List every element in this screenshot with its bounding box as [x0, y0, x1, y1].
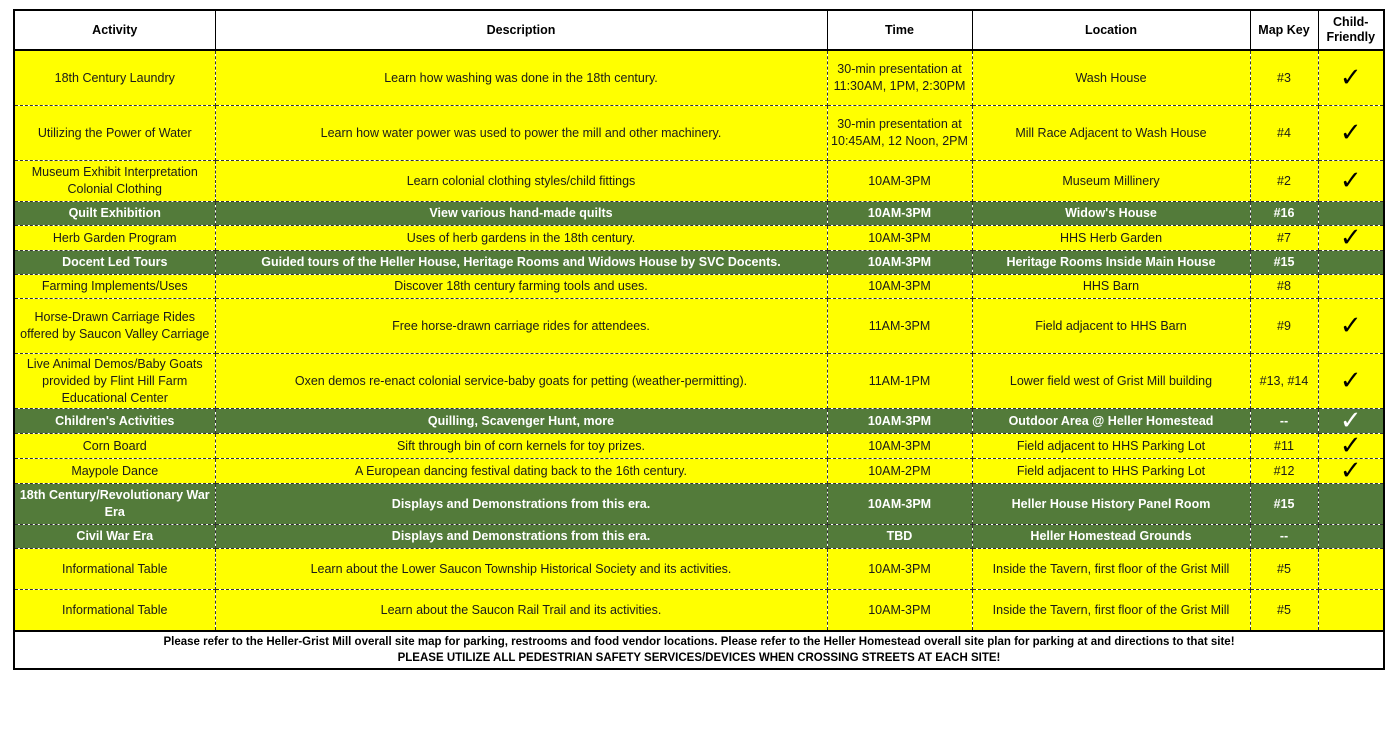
location-cell: Widow's House [972, 202, 1250, 226]
time-cell: 11AM-3PM [827, 299, 972, 354]
table-row [14, 161, 1384, 202]
table-row [14, 484, 1384, 525]
description-cell: Free horse-drawn carriage rides for attendees. [215, 299, 827, 354]
child-friendly-cell [1318, 251, 1384, 275]
table-row [14, 459, 1384, 484]
checkmark-icon: ✓ [1339, 166, 1362, 196]
time-cell: 10AM-3PM [827, 226, 972, 251]
table-row [14, 251, 1384, 275]
map-key-cell: #9 [1250, 299, 1318, 354]
description-cell: Learn about the Saucon Rail Trail and its activities. [215, 590, 827, 632]
map-key-cell: #3 [1250, 50, 1318, 106]
description-cell: View various hand-made quilts [215, 202, 827, 226]
header-map-key: Map Key [1250, 10, 1318, 50]
time-cell: 10AM-2PM [827, 459, 972, 484]
description-cell: Learn how washing was done in the 18th century. [215, 50, 827, 106]
map-key-cell: #11 [1250, 434, 1318, 459]
child-friendly-cell [1318, 161, 1384, 202]
time-cell: 10AM-3PM [827, 484, 972, 525]
checkmark-icon: ✓ [1339, 63, 1362, 93]
child-friendly-cell [1318, 459, 1384, 484]
description-cell: Learn how water power was used to power the mill and other machinery. [215, 106, 827, 161]
description-cell: Discover 18th century farming tools and uses. [215, 275, 827, 299]
time-cell: 10AM-3PM [827, 251, 972, 275]
location-cell: Outdoor Area @ Heller Homestead [972, 409, 1250, 434]
description-cell: Displays and Demonstrations from this era. [215, 484, 827, 525]
footer-note [14, 631, 1384, 669]
table-row [14, 50, 1384, 106]
description-cell: Sift through bin of corn kernels for toy prizes. [215, 434, 827, 459]
checkmark-icon: ✓ [1339, 118, 1362, 148]
header-child-friendly: Child- Friendly [1318, 10, 1384, 50]
location-cell: Museum Millinery [972, 161, 1250, 202]
map-key-cell: #5 [1250, 590, 1318, 632]
location-cell: Field adjacent to HHS Parking Lot [972, 434, 1250, 459]
table-row [14, 525, 1384, 549]
child-friendly-cell [1318, 275, 1384, 299]
activity-cell: Informational Table [14, 549, 215, 590]
checkmark-icon: ✓ [1339, 366, 1362, 396]
child-friendly-cell [1318, 106, 1384, 161]
child-friendly-cell [1318, 202, 1384, 226]
description-cell: Displays and Demonstrations from this era. [215, 525, 827, 549]
time-cell: 11AM-1PM [827, 354, 972, 409]
map-key-cell: #12 [1250, 459, 1318, 484]
map-key-cell: #5 [1250, 549, 1318, 590]
map-key-cell: #2 [1250, 161, 1318, 202]
footer-line-1: Please refer to the Heller-Grist Mill overall site map for parking, restrooms and food vendor locations. Please refer to the Heller Homestead overall site plan for parking at and directions to that site! [163, 636, 1235, 648]
map-key-cell: -- [1250, 525, 1318, 549]
activity-cell: Children's Activities [14, 409, 215, 434]
table-row [14, 275, 1384, 299]
schedule-container [13, 9, 1383, 670]
time-cell: 10AM-3PM [827, 275, 972, 299]
table-row [14, 549, 1384, 590]
header-description: Description [215, 10, 827, 50]
child-friendly-cell [1318, 409, 1384, 434]
checkmark-icon: ✓ [1339, 433, 1362, 459]
time-cell: 10AM-3PM [827, 549, 972, 590]
activity-cell: Docent Led Tours [14, 251, 215, 275]
activity-cell: Herb Garden Program [14, 226, 215, 251]
activity-cell: Utilizing the Power of Water [14, 106, 215, 161]
location-cell: Inside the Tavern, first floor of the Grist Mill [972, 549, 1250, 590]
activity-cell: Corn Board [14, 434, 215, 459]
activity-cell: Civil War Era [14, 525, 215, 549]
table-row [14, 590, 1384, 632]
location-cell: Heller Homestead Grounds [972, 525, 1250, 549]
child-friendly-cell [1318, 549, 1384, 590]
header-time: Time [827, 10, 972, 50]
activity-cell: Informational Table [14, 590, 215, 632]
location-cell: Heritage Rooms Inside Main House [972, 251, 1250, 275]
location-cell: Inside the Tavern, first floor of the Grist Mill [972, 590, 1250, 632]
table-row [14, 106, 1384, 161]
activity-cell: Quilt Exhibition [14, 202, 215, 226]
table-row [14, 354, 1384, 409]
location-cell: Heller House History Panel Room [972, 484, 1250, 525]
time-cell: 10AM-3PM [827, 161, 972, 202]
header-activity: Activity [14, 10, 215, 50]
footer-line-2: PLEASE UTILIZE ALL PEDESTRIAN SAFETY SERVICES/DEVICES WHEN CROSSING STREETS AT EACH SITE! [397, 652, 1001, 664]
activity-cell: Maypole Dance [14, 459, 215, 484]
checkmark-icon: ✓ [1339, 225, 1362, 251]
map-key-cell: #16 [1250, 202, 1318, 226]
map-key-cell: #8 [1250, 275, 1318, 299]
child-friendly-cell [1318, 50, 1384, 106]
header-row [14, 10, 1384, 50]
location-cell: Wash House [972, 50, 1250, 106]
table-row [14, 202, 1384, 226]
checkmark-icon: ✓ [1339, 311, 1362, 341]
activity-cell: Horse-Drawn Carriage Rides offered by Saucon Valley Carriage [14, 299, 215, 354]
location-cell: HHS Barn [972, 275, 1250, 299]
checkmark-icon: ✓ [1339, 408, 1362, 434]
activity-cell: Live Animal Demos/Baby Goats provided by Flint Hill Farm Educational Center [14, 354, 215, 409]
table-row [14, 226, 1384, 251]
child-friendly-cell [1318, 226, 1384, 251]
location-cell: Mill Race Adjacent to Wash House [972, 106, 1250, 161]
location-cell: Field adjacent to HHS Parking Lot [972, 459, 1250, 484]
header-location: Location [972, 10, 1250, 50]
description-cell: Uses of herb gardens in the 18th century. [215, 226, 827, 251]
location-cell: HHS Herb Garden [972, 226, 1250, 251]
activity-cell: Museum Exhibit Interpretation Colonial Clothing [14, 161, 215, 202]
activity-cell: 18th Century Laundry [14, 50, 215, 106]
table-row [14, 409, 1384, 434]
child-friendly-cell [1318, 484, 1384, 525]
time-cell: 10AM-3PM [827, 590, 972, 632]
child-friendly-cell [1318, 354, 1384, 409]
description-cell: Learn colonial clothing styles/child fittings [215, 161, 827, 202]
map-key-cell: -- [1250, 409, 1318, 434]
map-key-cell: #15 [1250, 484, 1318, 525]
description-cell: Quilling, Scavenger Hunt, more [215, 409, 827, 434]
activity-cell: 18th Century/Revolutionary War Era [14, 484, 215, 525]
map-key-cell: #13, #14 [1250, 354, 1318, 409]
map-key-cell: #15 [1250, 251, 1318, 275]
schedule-body [14, 50, 1384, 631]
child-friendly-cell [1318, 525, 1384, 549]
map-key-cell: #7 [1250, 226, 1318, 251]
checkmark-icon: ✓ [1339, 458, 1362, 484]
time-cell: 30-min presentation at 11:30AM, 1PM, 2:30PM [827, 50, 972, 106]
location-cell: Field adjacent to HHS Barn [972, 299, 1250, 354]
child-friendly-cell [1318, 434, 1384, 459]
time-cell: 10AM-3PM [827, 434, 972, 459]
child-friendly-cell [1318, 590, 1384, 632]
description-cell: Oxen demos re-enact colonial service-baby goats for petting (weather-permitting). [215, 354, 827, 409]
time-cell: TBD [827, 525, 972, 549]
time-cell: 10AM-3PM [827, 202, 972, 226]
description-cell: Learn about the Lower Saucon Township Historical Society and its activities. [215, 549, 827, 590]
child-friendly-cell [1318, 299, 1384, 354]
map-key-cell: #4 [1250, 106, 1318, 161]
time-cell: 10AM-3PM [827, 409, 972, 434]
activity-schedule-table [13, 9, 1385, 670]
table-row [14, 299, 1384, 354]
location-cell: Lower field west of Grist Mill building [972, 354, 1250, 409]
activity-cell: Farming Implements/Uses [14, 275, 215, 299]
time-cell: 30-min presentation at 10:45AM, 12 Noon, 2PM [827, 106, 972, 161]
description-cell: A European dancing festival dating back to the 16th century. [215, 459, 827, 484]
footer-row [14, 631, 1384, 669]
description-cell: Guided tours of the Heller House, Heritage Rooms and Widows House by SVC Docents. [215, 251, 827, 275]
table-row [14, 434, 1384, 459]
